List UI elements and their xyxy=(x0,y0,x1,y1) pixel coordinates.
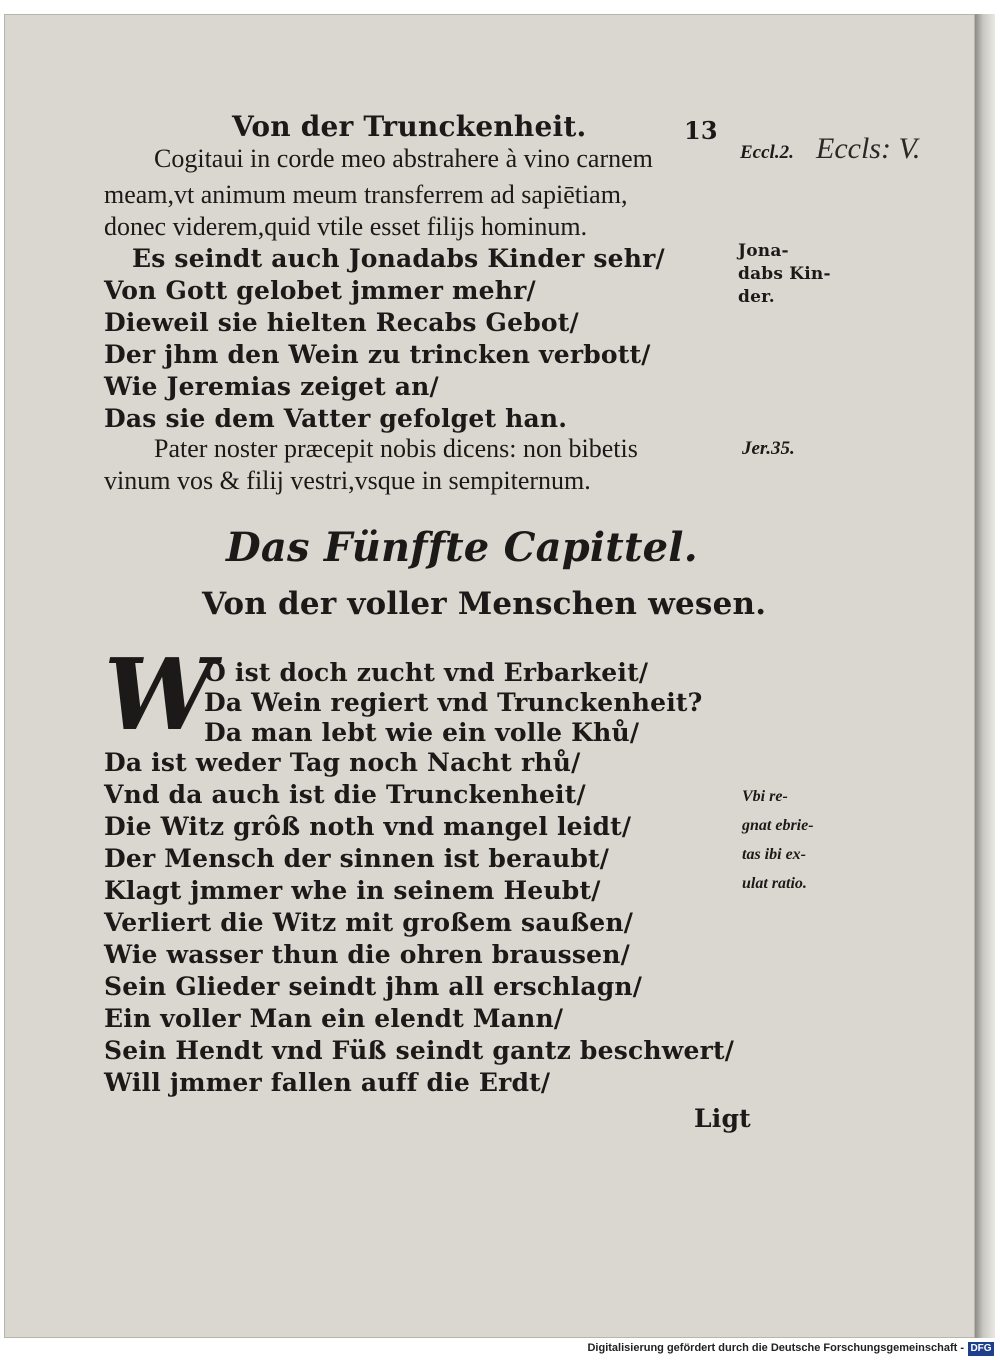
verse-line: Ein voller Man ein elendt Mann/ xyxy=(104,1004,564,1033)
margin-note-jonadab-3: der. xyxy=(738,287,775,307)
chapter-subtitle: Von der voller Menschen wesen. xyxy=(202,586,767,622)
page-spine-shadow xyxy=(975,14,995,1338)
verse-line: Da ist weder Tag noch Nacht rhů/ xyxy=(104,748,581,777)
scanned-page xyxy=(4,14,975,1338)
verse-line: Will jmmer fallen auff die Erdt/ xyxy=(104,1068,551,1097)
verse-line: Sein Glieder seindt jhm all erschlagn/ xyxy=(104,972,643,1001)
verse-line: Der Mensch der sinnen ist beraubt/ xyxy=(104,844,610,873)
verse-line: O ist doch zucht vnd Erbarkeit/ xyxy=(204,658,649,687)
verse-line: Wie Jeremias zeiget an/ xyxy=(104,372,439,401)
latin-line-5: vinum vos & filij vestri,vsque in sempiternum. xyxy=(104,466,591,495)
verse-line: Von Gott gelobet jmmer mehr/ xyxy=(104,276,536,305)
catchword: Ligt xyxy=(694,1104,751,1133)
verse-line: Das sie dem Vatter gefolget han. xyxy=(104,404,568,433)
margin-note-vbi-1: Vbi re- xyxy=(742,788,788,805)
verse-line: Die Witz grôß noth vnd mangel leidt/ xyxy=(104,812,632,841)
verse-line: Klagt jmmer whe in seinem Heubt/ xyxy=(104,876,601,905)
latin-line-2: meam,vt animum meum transferrem ad sapiētiam, xyxy=(104,180,628,209)
verse-line: Vnd da auch ist die Trunckenheit/ xyxy=(104,780,586,809)
chapter-title: Das Fünffte Capittel. xyxy=(226,524,698,571)
margin-note-vbi-2: gnat ebrie- xyxy=(742,817,814,834)
verse-line: Sein Hendt vnd Füß seindt gantz beschwert/ xyxy=(104,1036,735,1065)
verse-line: Es seindt auch Jonadabs Kinder sehr/ xyxy=(132,244,665,273)
verse-line: Der jhm den Wein zu trincken verbott/ xyxy=(104,340,651,369)
footer-credit: Digitalisierung gefördert durch die Deutsche Forschungsgemeinschaft - xyxy=(587,1342,964,1354)
latin-line-1: Cogitaui in corde meo abstrahere à vino carnem xyxy=(154,144,653,173)
latin-line-4: Pater noster præcepit nobis dicens: non bibetis xyxy=(154,434,638,463)
margin-note-vbi-4: ulat ratio. xyxy=(742,875,807,892)
decorated-initial: W xyxy=(104,638,215,753)
margin-note-jonadab-1: Jona- xyxy=(738,241,789,261)
page-number: 13 xyxy=(684,116,718,145)
verse-line: Dieweil sie hielten Recabs Gebot/ xyxy=(104,308,579,337)
latin-line-3: donec viderem,quid vtile esset filijs hominum. xyxy=(104,212,588,241)
verse-line: Wie wasser thun die ohren braussen/ xyxy=(104,940,630,969)
verse-line: Da Wein regiert vnd Trunckenheit? xyxy=(204,688,703,717)
running-head: Von der Trunckenheit. xyxy=(232,110,587,143)
footer-bar xyxy=(0,1340,1000,1360)
verse-line: Da man lebt wie ein volle Khů/ xyxy=(204,718,640,747)
handwritten-note: Eccls: V. xyxy=(816,132,921,165)
dfg-logo-icon: DFG xyxy=(968,1342,994,1356)
margin-note-vbi-3: tas ibi ex- xyxy=(742,846,806,863)
margin-note-jer: Jer.35. xyxy=(742,438,795,459)
margin-note-jonadab-2: dabs Kin- xyxy=(738,264,831,284)
verse-line: Verliert die Witz mit großem saußen/ xyxy=(104,908,634,937)
margin-note-eccl: Eccl.2. xyxy=(740,142,794,163)
